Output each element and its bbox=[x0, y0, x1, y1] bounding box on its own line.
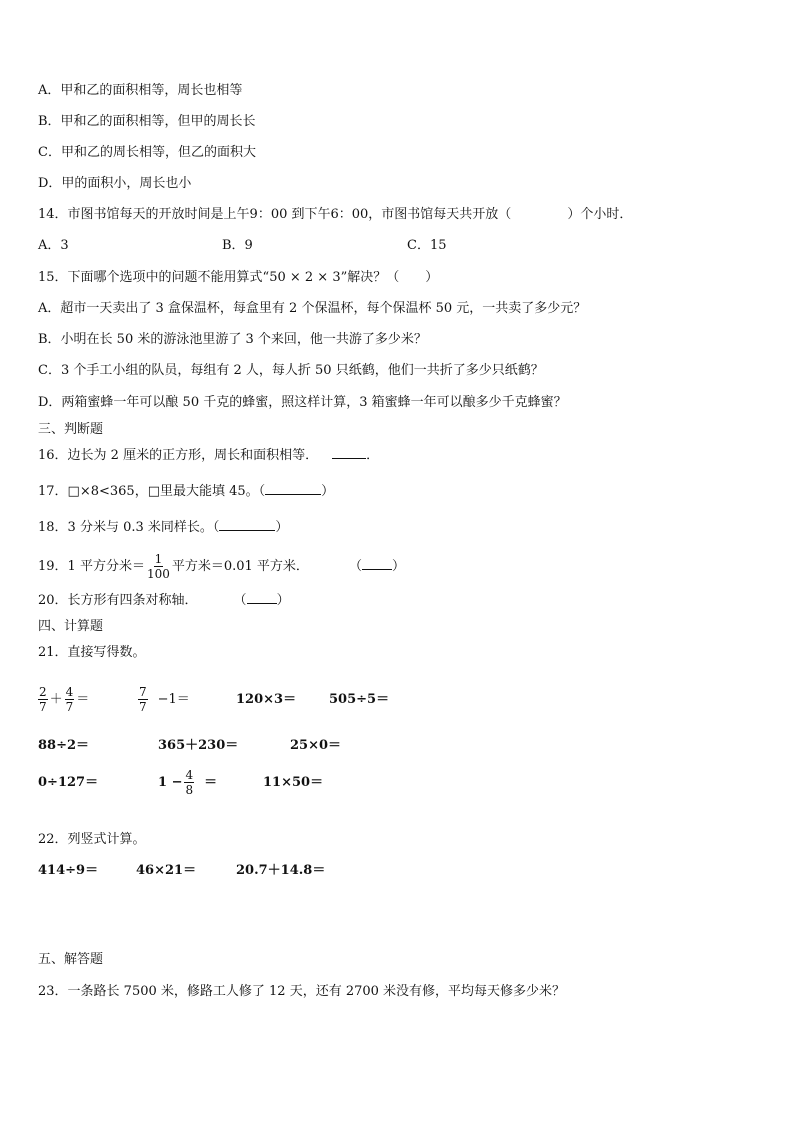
q21-expr-7: 25×0＝ bbox=[290, 738, 342, 753]
q14-stem-b: ）个小时． bbox=[567, 207, 633, 222]
q14-stem-a: 14．市图书馆每天的开放时间是上午9：00 到下午6：00，市图书馆每天共开放（ bbox=[38, 207, 512, 222]
q21-frac-4-num: 4 bbox=[185, 768, 194, 782]
q21-frac-1-den: 7 bbox=[39, 700, 47, 714]
q21-expr-1 bbox=[36, 684, 89, 716]
q21-expr-10: 11×50＝ bbox=[263, 775, 324, 790]
q19-text-b: 平方米＝0.01 平方米． bbox=[171, 559, 309, 574]
q19-fraction-den: 100 bbox=[146, 567, 170, 581]
q16 bbox=[38, 447, 379, 465]
q21-frac-1-num: 2 bbox=[39, 685, 47, 699]
q13-option-c: C．甲和乙的周长相等，但乙的面积大 bbox=[38, 145, 256, 160]
q21-expr-9-a: 1 − bbox=[158, 775, 183, 790]
q19-text-a: 19．1 平方分米＝ bbox=[38, 559, 145, 574]
section-answer-title: 五、解答题 bbox=[38, 952, 104, 967]
q17-answer-blank[interactable] bbox=[265, 494, 321, 495]
q21-expr-9-b: ＝ bbox=[204, 775, 218, 790]
q14-option-c: C．15 bbox=[407, 238, 447, 253]
q19-fraction-num: 1 bbox=[154, 552, 163, 566]
q15-option-a: A．超市一天卖出了 3 盒保温杯，每盒里有 2 个保温杯，每个保温杯 50 元，一共卖了多少元？ bbox=[38, 301, 587, 316]
q21-frac-4-den: 8 bbox=[185, 783, 194, 797]
q18 bbox=[38, 519, 288, 537]
q21-expr-9 bbox=[158, 767, 217, 799]
q21-frac-3-den: 7 bbox=[139, 700, 147, 714]
q18-answer-blank[interactable] bbox=[219, 530, 275, 531]
q14-option-a: A．3 bbox=[38, 238, 69, 253]
q16-answer-blank[interactable] bbox=[332, 458, 366, 459]
q21-frac-1 bbox=[38, 685, 48, 714]
q21-frac-4 bbox=[184, 768, 194, 797]
q15-option-b: B．小明在长 50 米的游泳池里游了 3 个来回，他一共游了多少米？ bbox=[38, 332, 427, 347]
q21-frac-2 bbox=[65, 685, 75, 714]
q14-stem bbox=[38, 206, 632, 224]
q21-stem: 21．直接写得数。 bbox=[38, 645, 146, 660]
q21-expr-2 bbox=[136, 684, 190, 716]
q18-text: 18．3 分米与 0.3 米同样长。（ bbox=[38, 520, 220, 535]
q17-end: ） bbox=[321, 484, 335, 499]
q20-paren-right: ） bbox=[276, 593, 290, 608]
q21-expr-8: 0÷127＝ bbox=[38, 775, 99, 790]
q18-end: ） bbox=[275, 520, 289, 535]
q20-answer-blank[interactable] bbox=[247, 603, 277, 604]
q19-paren-right: ） bbox=[391, 559, 405, 574]
q20-paren-left: （ bbox=[233, 593, 247, 608]
q21-expr-2-rest: −1＝ bbox=[157, 692, 190, 707]
q21-expr-4: 505÷5＝ bbox=[329, 692, 390, 707]
q22-expr-2: 46×21＝ bbox=[136, 863, 197, 878]
q21-plus: ＋ bbox=[49, 692, 63, 707]
q17-text: 17．□×8<365，□里最大能填 45。（ bbox=[38, 484, 266, 499]
q15-option-c: C．3 个手工小组的队员，每组有 2 人，每人折 50 只纸鹤，他们一共折了多少只纸鹤？ bbox=[38, 363, 544, 378]
q19-fraction bbox=[147, 552, 170, 581]
q21-expr-3: 120×3＝ bbox=[236, 692, 297, 707]
q21-expr-6: 365＋230＝ bbox=[158, 738, 239, 753]
q20 bbox=[38, 592, 290, 610]
q22-expr-3: 20.7＋14.8＝ bbox=[236, 863, 326, 878]
q23: 23．一条路长 7500 米，修路工人修了 12 天，还有 2700 米没有修，平均每天修多少米？ bbox=[38, 984, 566, 999]
q17 bbox=[38, 483, 334, 501]
q13-option-d: D．甲的面积小，周长也小 bbox=[38, 176, 192, 191]
q21-frac-3-num: 7 bbox=[139, 685, 147, 699]
q21-frac-2-num: 4 bbox=[65, 685, 74, 699]
q15-stem: 15．下面哪个选项中的问题不能用算式“50 × 2 × 3”解决？（ ） bbox=[38, 270, 439, 285]
q13-option-b: B．甲和乙的面积相等，但甲的周长长 bbox=[38, 114, 256, 129]
q16-end: ． bbox=[366, 448, 380, 463]
q19-paren-left: （ bbox=[348, 559, 362, 574]
q22-expr-1: 414÷9＝ bbox=[38, 863, 99, 878]
section-judgement-title: 三、判断题 bbox=[38, 422, 104, 437]
section-calculation-title: 四、计算题 bbox=[38, 619, 104, 634]
q16-text: 16．边长为 2 厘米的正方形，周长和面积相等． bbox=[38, 448, 319, 463]
q22-stem: 22．列竖式计算。 bbox=[38, 832, 146, 847]
q14-option-b: B．9 bbox=[222, 238, 253, 253]
q19 bbox=[38, 551, 405, 583]
q13-option-a: A．甲和乙的面积相等，周长也相等 bbox=[38, 83, 243, 98]
q21-equals: ＝ bbox=[76, 692, 90, 707]
q19-answer-blank[interactable] bbox=[362, 569, 392, 570]
q21-frac-2-den: 7 bbox=[65, 700, 74, 714]
q21-expr-5: 88÷2＝ bbox=[38, 738, 90, 753]
q15-option-d: D．两箱蜜蜂一年可以酿 50 千克的蜂蜜，照这样计算，3 箱蜜蜂一年可以酿多少千克蜂蜜？ bbox=[38, 395, 567, 410]
q21-frac-3 bbox=[138, 685, 148, 714]
q20-text: 20．长方形有四条对称轴． bbox=[38, 593, 198, 608]
